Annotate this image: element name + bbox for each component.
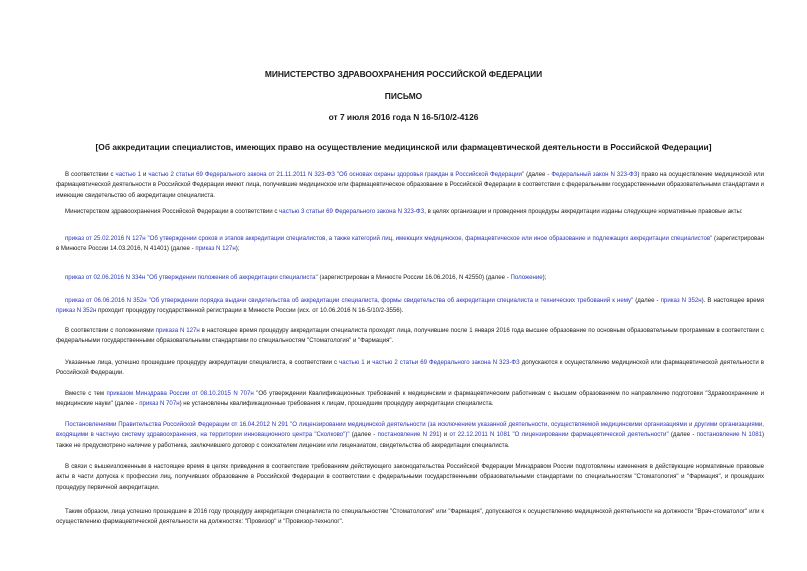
link-order-352n[interactable]: приказ от 06.06.2016 N 352н "Об утверждении порядка выдачи свидетельства об аккредитации специалиста, формы свидетельства об аккредитации специалиста и технических требований к нему" — [65, 297, 634, 304]
paragraph-amendments: В связи с вышеизложенным в настоящее время в целях приведения в соответствие требованиям действующего законодательства Российской Федерации Минздравом России подготовлены изменения в действующие нормативные правовые акты в части допуска к профессии лиц, получивших образование в Российской Федерации в соответствии с федеральными государственными образовательными стандартами по специальностям "Стоматология" и "Фармация", и прошедших процедуру первичной аккредитации. — [56, 463, 764, 491]
link-part-1[interactable]: частью 1 — [115, 171, 142, 178]
ministry-heading: МИНИСТЕРСТВО ЗДРАВООХРАНЕНИЯ РОССИЙСКОЙ ФЕДЕРАЦИИ — [264, 69, 543, 79]
link-federal-law-323[interactable]: частью 2 статьи 69 Федерального закона от 21.11.2011 N 323-ФЗ "Об основах охраны здоровья граждан в Российской Федерации" — [148, 171, 525, 178]
paragraph-ministry-acts: Министерством здравоохранения Российской Федерации в соответствии с частью 3 статьи 69 Федерального закона N 323-ФЗ, в целях организации и проведения процедуры аккредитации изданы следующие нормативные правовые акты: — [65, 208, 743, 215]
paragraph-conclusion: Таким образом, лица успешно прошедшие в 2016 году процедуру аккредитации специалиста по специальностям "Стоматология" или "Фармация", допускаются к осуществлению медицинской деятельности на должности "Врач-стоматолог" или к осуществлению фармацевтической деятельности на должностях: "Провизор" и "Провизор-технолог". — [56, 508, 764, 526]
link-resolution-1081[interactable]: от 22.12.2011 N 1081 "О лицензировании фармацевтической деятельности" — [449, 431, 669, 439]
link-federal-law-323-short[interactable]: Федеральный закон N 323-ФЗ — [551, 171, 638, 178]
document-type: ПИСЬМО — [384, 91, 423, 101]
paragraph-order-334n: приказ от 02.06.2016 N 334н "Об утверждении положения об аккредитации специалиста" (зарегистрирован в Минюсте России 16.06.2016, N 42550) (далее - Положение); — [65, 274, 547, 281]
link-order-127n[interactable]: приказ от 25.02.2016 N 127н "Об утверждении сроков и этапов аккредитации специалистов, а также категорий лиц, имеющих медицинское, фармацевтическое или иное образование и подлежащих аккредитации специалистов" — [65, 235, 713, 242]
link-order-707n[interactable]: приказом Минздрава России от 08.10.2015 N 707н — [106, 390, 254, 397]
link-resolution-291-short[interactable]: постановление N 291 — [377, 431, 440, 439]
paragraph-order-707n: Вместе с тем приказом Минздрава России от 08.10.2015 N 707н "Об утверждении Квалификационных требований к медицинским и фармацевтическим работникам с высшим образованием по направлению подготовки "Здравоохранение и медицинские науки" (далее - приказ N 707н) не установлены квалификационные требования к лицам, прошедшим процедуру аккредитации специалиста. — [56, 390, 764, 408]
link-regulation[interactable]: Положение — [510, 274, 543, 281]
link-order-334n[interactable]: приказ от 02.06.2016 N 334н "Об утверждении положения об аккредитации специалиста" — [65, 274, 318, 281]
link-resolution-1081-short[interactable]: постановление N 1081 — [696, 431, 762, 439]
paragraph-admission: Указанные лица, успешно прошедшие процедуру аккредитации специалиста, в соответствии с частью 1 и частью 2 статьи 69 Федерального закона N 323-ФЗ допускаются к осуществлению медицинской или фармацевтической деятельности в Российской Федерации. — [56, 359, 764, 377]
link-order-352n-short[interactable]: приказ N 352н — [660, 297, 702, 304]
link-order-352n-short-2[interactable]: приказ N 352н — [56, 307, 97, 315]
link-order-707n-short[interactable]: приказ N 707н — [139, 400, 180, 408]
paragraph-order-127n: приказ от 25.02.2016 N 127н "Об утверждении сроков и этапов аккредитации специалистов, а также категорий лиц, имеющих медицинское, фармацевтическое или иное образование и подлежащих аккредитации специалистов" (зарегистрирован в Минюсте России 14.03.2016, N 41401) (далее - приказ N 127н); — [56, 235, 764, 253]
document-date-number: от 7 июля 2016 года N 16-5/10/2-4126 — [328, 112, 479, 122]
paragraph-legal-basis: В соответствии с частью 1 и частью 2 статьи 69 Федерального закона от 21.11.2011 N 323-ФЗ "Об основах охраны здоровья граждан в Российской Федерации" (далее - Федеральный закон N 323-ФЗ) право на осуществление медицинской или фармацевтической деятельности в Российской Федерации имеют лица, получившие медицинское или фармацевтическое образование в Российской Федерации в соответствии с федеральными государственными образовательными стандартами и имеющие свидетельство об аккредитации специалиста. — [56, 171, 765, 199]
paragraph-order-352n: приказ от 06.06.2016 N 352н "Об утверждении порядка выдачи свидетельства об аккредитации специалиста, формы свидетельства об аккредитации специалиста и технических требований к нему" (далее - приказ N 352н). В настоящее время приказ N 352н проходит процедуру государственной регистрации в Минюсте России (исх. от 10.06.2016 N 16-5/10/2-3556). — [56, 297, 764, 315]
paragraph-government-resolutions: Постановлениями Правительства Российской Федерации от 16.04.2012 N 291 "О лицензировании медицинской деятельности (за исключением указанной деятельности, осуществляемой медицинскими организациями и другими организациями, входящими в частную систему здравоохранения, на территории инновационного центра "Сколково")" (далее - постановление N 291) и от 22.12.2011 N 1081 "О лицензировании фармацевтической деятельности" (далее - постановление N 1081) также не предусмотрено наличие у работника, заключившего договор с соискателем лицензии или лицензиатом, свидетельства об аккредитации специалиста. — [56, 421, 765, 449]
paragraph-accreditation-who: В соответствии с положениями приказа N 127н в настоящее время процедуру аккредитации специалиста проходят лица, получившие после 1 января 2016 года высшее образование по основным образовательным программам в соответствии с федеральными государственными образовательными стандартами по специальностям "Стоматология" и "Фармация". — [56, 327, 764, 345]
link-order-127n-provisions[interactable]: приказа N 127н — [155, 327, 200, 334]
link-part-1-b[interactable]: частью 1 — [339, 359, 365, 366]
link-resolution-291[interactable]: Постановлениями Правительства Российской Федерации от 16.04.2012 N 291 "О лицензировании медицинской деятельности (за исключением указанной деятельности, осуществляемой медицинскими организациями и другими организациями, входящими в частную систему здравоохранения, на территории инновационного центра "Сколково")" — [56, 421, 764, 439]
link-order-127n-short[interactable]: приказ N 127н — [195, 245, 236, 253]
link-part-3-article-69[interactable]: частью 3 статьи 69 Федерального закона N 323-ФЗ — [279, 208, 425, 215]
link-part-2-article-69[interactable]: частью 2 статьи 69 Федерального закона N 323-ФЗ — [372, 359, 520, 366]
document-subject: [Об аккредитации специалистов, имеющих право на осуществление медицинской или фармацевтической деятельности в Российской Федерации] — [95, 142, 712, 152]
